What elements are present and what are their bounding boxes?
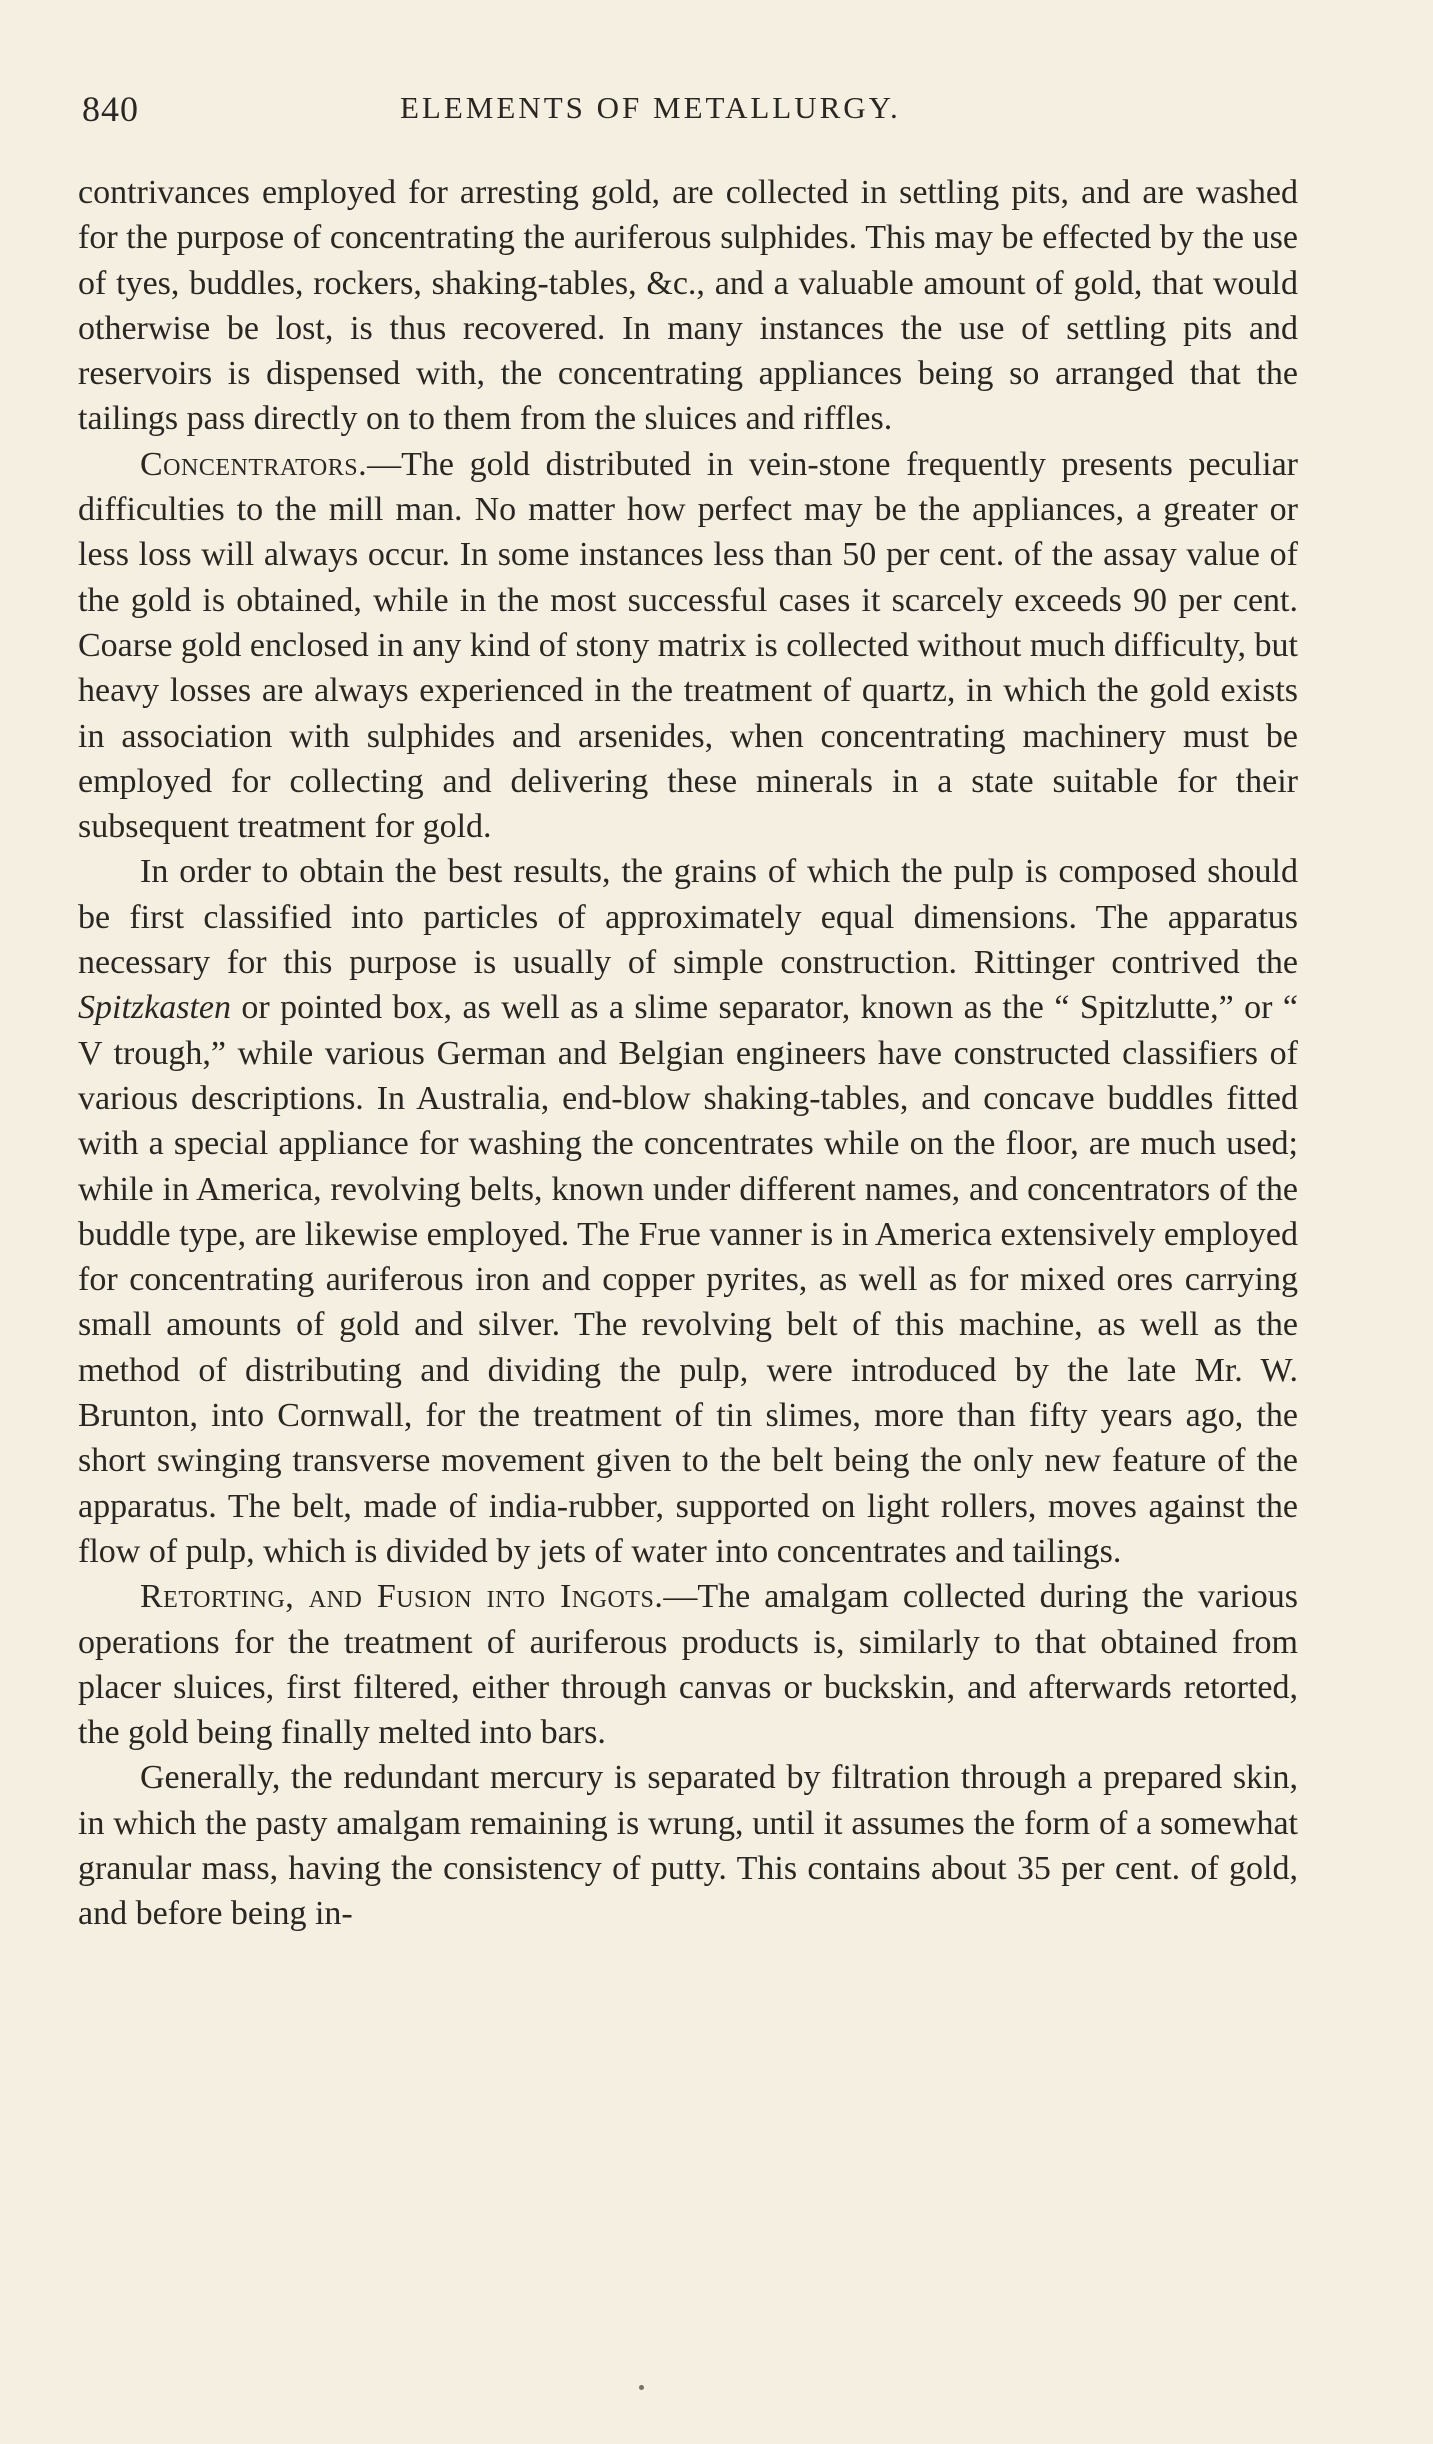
printer-mark [639,2385,644,2390]
paragraph-text: —The amalgam collected during the various operations for the treatment of auriferous products is, similarly to that obtained from placer sluices, first filtered, either through canvas or buckskin, and afterwards retorted, the gold being finally melted into bars. [78,1578,1299,1752]
section-heading-retorting: Retorting, and Fusion into Ingots. [140,1578,664,1616]
italic-term-spitzkasten: Spitzkasten [78,989,231,1027]
page-number: 840 [82,89,139,129]
paragraph-text: —The gold distributed in vein-stone frequently presents peculiar difficulties to the mill man. No matter how perfect may be the appliances, a greater or less loss will always occur. In some instances less than 50 per cent. of the assay value of the gold is obtained, while in the most successful cases it scarcely exceeds 90 per cent. Coarse gold enclosed in any kind of stony matrix is collected without much difficulty, but heavy losses are always experienced in the treatment of quartz, in which the gold exists in association with sulphides and arsenides, when concentrating machinery must be employed for collecting and delivering these minerals in a state suitable for their subsequent treatment for gold. [78,445,1298,846]
paragraph-text: Generally, the redundant mercury is separated by filtration through a prepared skin, in which the pasty amalgam remaining is wrung, until it assumes the form of a somewhat granular mass, having the consistency of putty. This contains about 35 per cent. of gold, and before being in- [78,1759,1298,1933]
paragraph-filtration [78,1755,1298,1936]
paragraph-continued [78,170,1298,442]
paragraph-text-after: or pointed box, as well as a slime separator, known as the “ Spitzlutte,” or “ V trough,” while various German and Belgian engineers have constructed classifiers of various descriptions. In Australia, end-blow shaking-tables, and concave buddles fitted with a special appliance for washing the concentrates while on the floor, are much used; while in America, revolving belts, known under different names, and concentrators of the buddle type, are likewise employed. The Frue vanner is in America extensively employed for concentrating auriferous iron and copper pyrites, as well as for mixed ores carrying small amounts of gold and silver. The revolving belt of this machine, as well as the method of distributing and dividing the pulp, were introduced by the late Mr. W. Brunton, into Cornwall, for the treatment of tin slimes, more than fifty years ago, the short swinging transverse movement given to the belt being the only new feature of the apparatus. The belt, made of india-rubber, supported on light rollers, moves against the flow of pulp, which is divided by jets of water into concentrates and tailings. [78,989,1298,1570]
paragraph-retorting [78,1574,1298,1755]
paragraph-concentrators [78,442,1298,850]
paragraph-text: contrivances employed for arresting gold, are collected in settling pits, and are washed for the purpose of concentrating the auriferous sulphides. This may be effected by the use of tyes, buddles, rockers, shaking-tables, &c., and a valuable amount of gold, that would otherwise be lost, is thus recovered. In many instances the use of settling pits and reservoirs is dispensed with, the concentrating appliances being so arranged that the tailings pass directly on to them from the sluices and riffles. [78,174,1298,438]
body-text [78,170,1298,1937]
section-heading-concentrators: Concentrators. [140,445,368,483]
running-head: ELEMENTS OF METALLURGY. [400,90,901,125]
paragraph-classification [78,849,1298,1574]
paragraph-text-before: In order to obtain the best results, the grains of which the pulp is composed should be first classified into particles of approximately equal dimensions. The apparatus necessary for this purpose is usually of simple construction. Rittinger contrived the [78,853,1298,982]
page-header [80,88,1302,138]
